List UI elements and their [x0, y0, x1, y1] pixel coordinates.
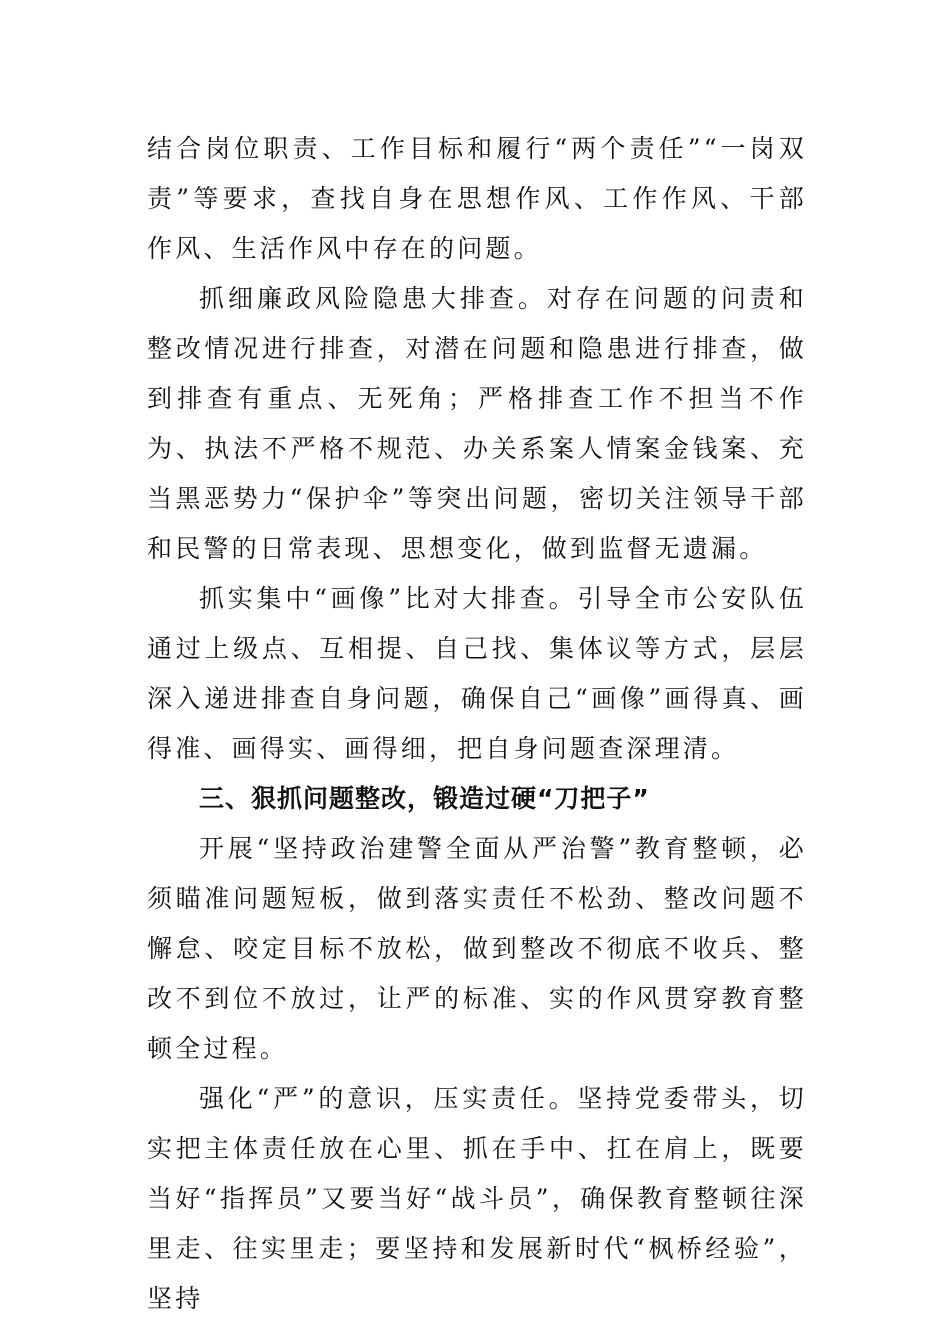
paragraph-continuation: 结合岗位职责、工作目标和履行“两个责任”“一岗双责”等要求，查找自身在思想作风、工作作风、干部作风、生活作风中存在的问题。	[147, 134, 807, 263]
section-heading-three: 三、狠抓问题整改，锻造过硬“刀把子”	[199, 784, 650, 813]
paragraph-integrity-risk-check: 抓细廉政风险隐患大排查。对存在问题的问责和整改情况进行排查，对潜在问题和隐患进行排查，做到排查有重点、无死角；严格排查工作不担当不作为、执法不严格不规范、办关系案人情案金钱案、充当黑恶势力“保护伞”等突出问题，密切关注领导干部和民警的日常表现、思想变化，做到监督无遗漏。	[147, 284, 807, 563]
paragraph-portrait-comparison: 抓实集中“画像”比对大排查。引导全市公安队伍通过上级点、互相提、自己找、集体议等方式，层层深入递进排查自身问题，确保自己“画像”画得真、画得准、画得实、画得细，把自身问题查深理清。	[147, 584, 807, 763]
paragraph-strict-responsibility: 强化“严”的意识，压实责任。坚持党委带头，切实把主体责任放在心里、抓在手中、扛在肩上，既要当好“指挥员”又要当好“战斗员”，确保教育整顿往深里走、往实里走；要坚持和发展新时代“枫桥经验”，坚持	[147, 1084, 807, 1313]
paragraph-rectification-intro: 开展“坚持政治建警全面从严治警”教育整顿，必须瞄准问题短板，做到落实责任不松劲、整改问题不懈怠、咬定目标不放松，做到整改不彻底不收兵、整改不到位不放过，让严的标准、实的作风贯穿教育整顿全过程。	[147, 834, 807, 1063]
document-body	[147, 124, 807, 1324]
